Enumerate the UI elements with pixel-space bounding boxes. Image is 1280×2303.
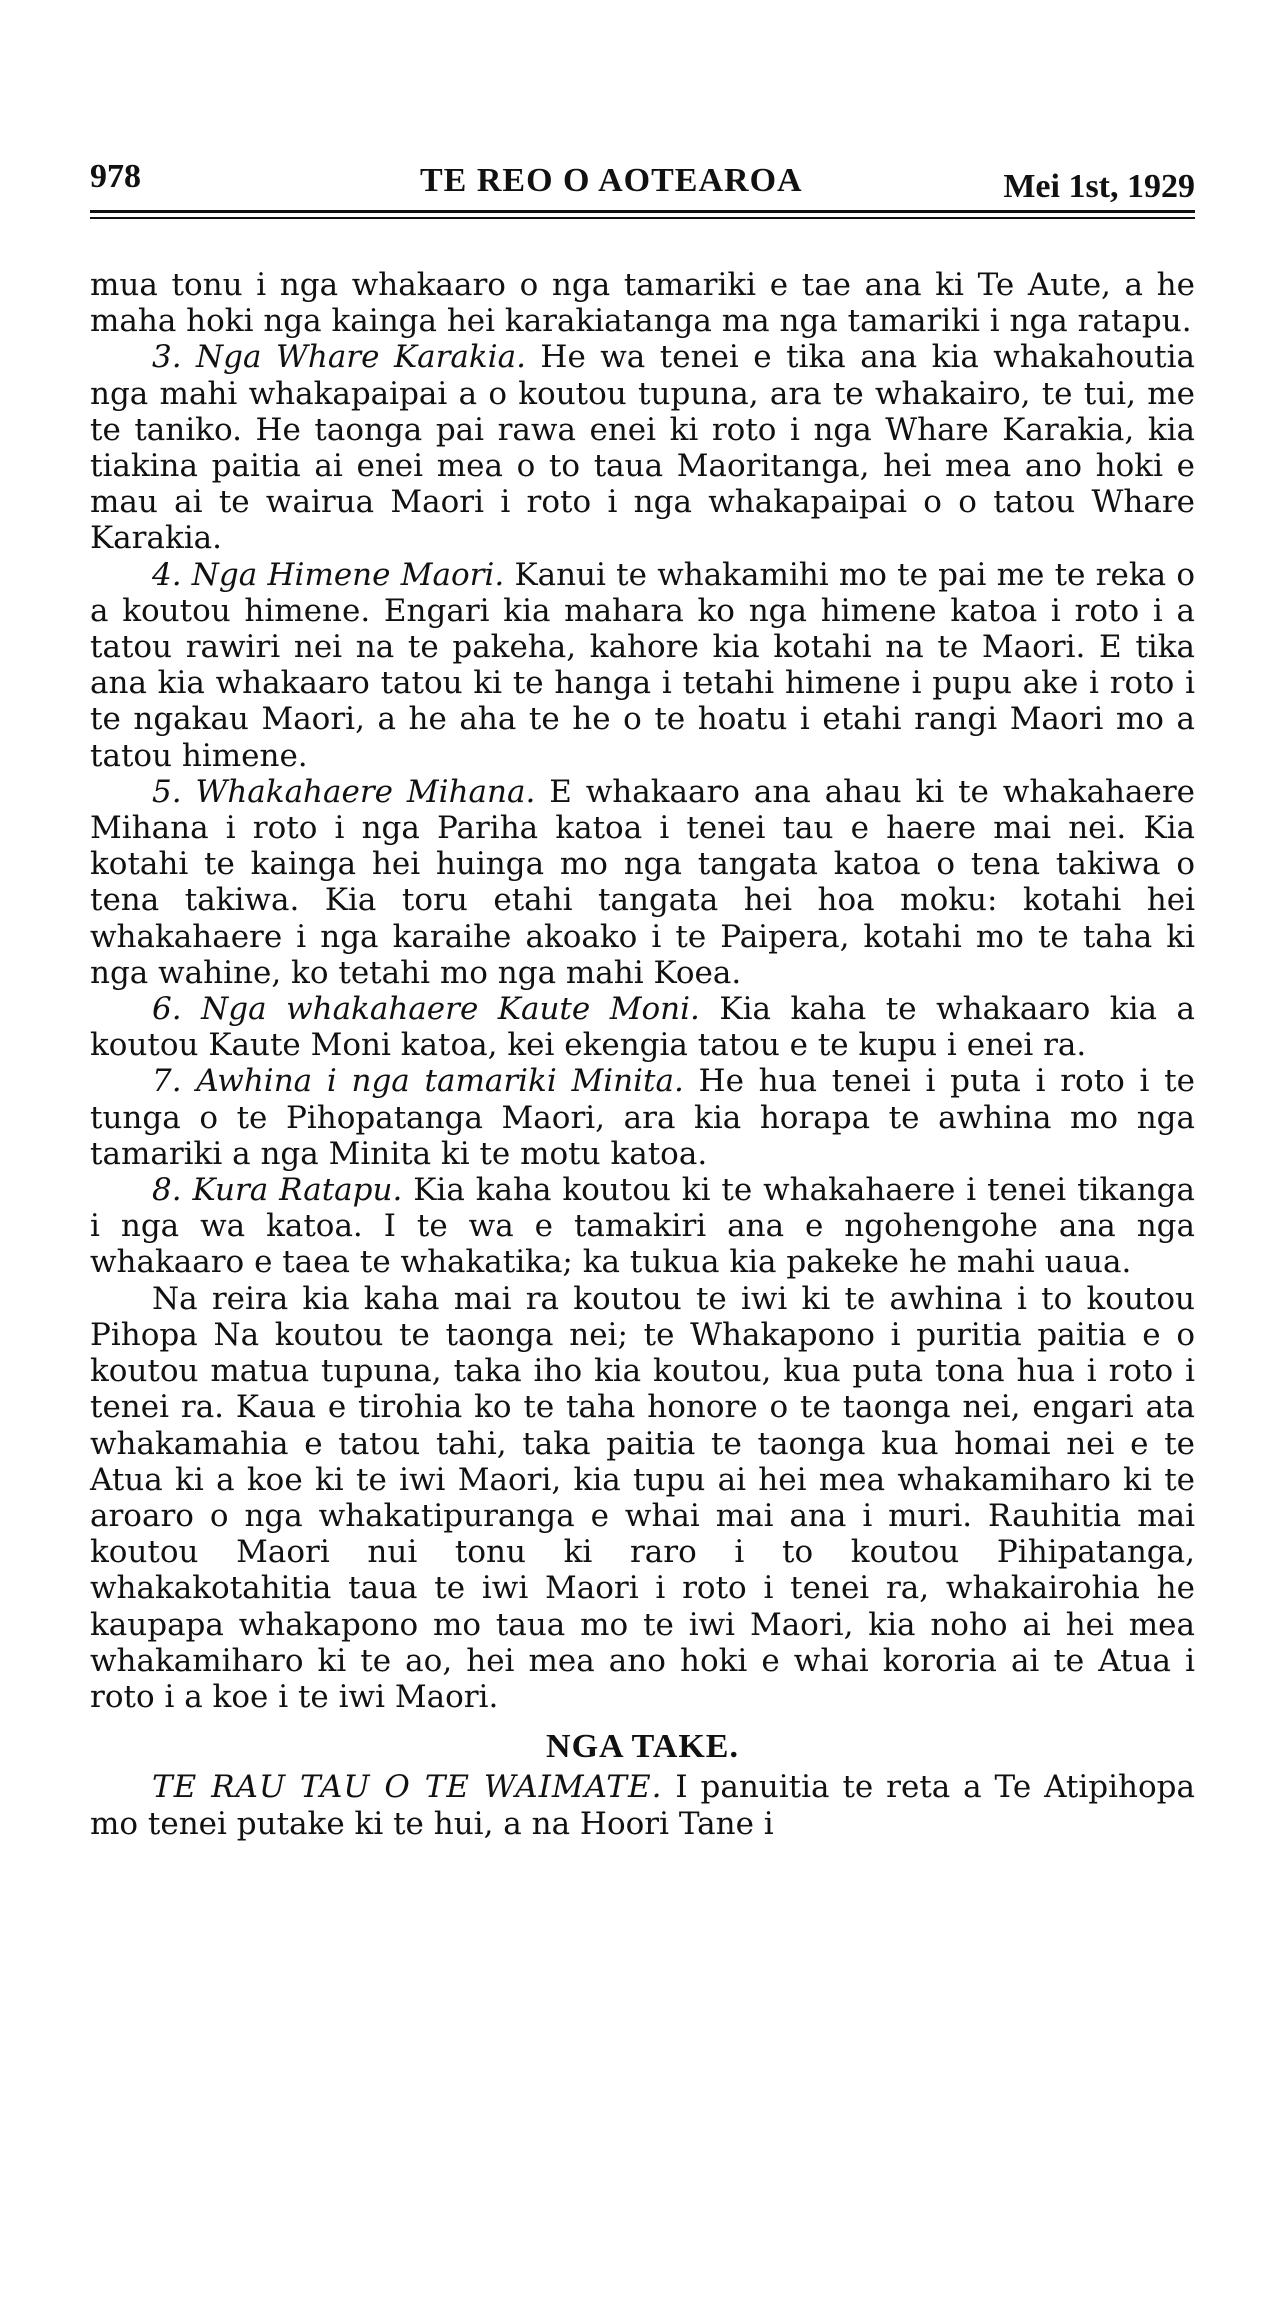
paragraph-lead: 5. Whakahaere Mihana. — [152, 773, 536, 810]
paragraph-rau-tau — [90, 1769, 1195, 1841]
paragraph-text: Kanui te whakamihi mo te pai me te reka o a koutou himene. Engari kia mahara ko nga himene katoa i roto i a tatou rawiri nei na te pakeha, kahore kia kotahi na te Maori. E tika ana kia whakaaro tatou ki te hanga i tetahi himene i pupu ake i roto i te ngakau Maori, a he aha te he o te hoatu i etahi rangi Maori mo a tatou himene. — [90, 556, 1195, 774]
paragraph-lead: 8. Kura Ratapu. — [152, 1172, 403, 1209]
paragraph-text: E whakaaro ana ahau ki te whakahaere Mihana i roto i nga Pariha katoa i tenei tau e haere mai nei. Kia kotahi te kainga hei huinga mo nga tangata katoa o tena takiwa o tena takiwa. Kia toru etahi tangata hei hoa moku: kotahi hei whakahaere i nga karaihe akoako i te Paipera, kotahi mo te taha ki nga wahine, ko tetahi mo nga mahi Koea. — [90, 773, 1196, 991]
paragraph-text: He wa tenei e tika ana kia whakahoutia nga mahi whakapaipai a o koutou tupuna, ara te whakairo, te tui, me te taniko. He taonga pai rawa enei ki roto i nga Whare Karakia, kia tiakina paitia ai enei mea o to taua Maoritanga, hei mea ano hoki e mau ai te wairua Maori i roto i nga whakapaipai o o tatou Whare Karakia. — [90, 339, 1195, 557]
paragraph-continuation — [90, 267, 1195, 339]
paragraph-kaute-moni — [90, 991, 1195, 1063]
page-number: 978 — [90, 158, 141, 195]
header-rule-thin — [90, 217, 1195, 219]
paragraph-lead: TE RAU TAU O TE WAIMATE. — [152, 1769, 663, 1806]
paragraph-lead: 3. Nga Whare Karakia. — [152, 339, 526, 376]
paragraph-text: mua tonu i nga whakaaro o nga tamariki e tae ana ki Te Aute, a he maha hoki nga kainga hei karakiatanga ma nga tamariki i nga ratapu. — [90, 267, 1195, 340]
header-rule-thick — [90, 210, 1195, 213]
paragraph-text: I panuitia te reta a Te Atipihopa mo tenei putake ki te hui, a na Hoori Tane i — [90, 1769, 1195, 1842]
page-header — [90, 150, 1195, 204]
paragraph-lead: 4. Nga Himene Maori. — [152, 556, 505, 593]
paragraph-conclusion — [90, 1281, 1195, 1715]
paragraph-text: Kia kaha te whakaaro kia a koutou Kaute Moni katoa, kei ekengia tatou e te kupu i enei ra. — [90, 991, 1195, 1064]
paragraph-whakahaere-mihana — [90, 774, 1195, 991]
publication-title: TE REO O AOTEAROA — [420, 162, 803, 199]
paragraph-text: Na reira kia kaha mai ra koutou te iwi ki te awhina i to koutou Pihopa Na koutou te taonga nei; te Whakapono i puritia paitia e o koutou matua tupuna, taka iho kia koutou, kua puta tona hua i roto i tenei ra. Kaua e tirohia ko te taha honore o te taonga nei, engari ata whakamahia e tatou tahi, taka paitia te taonga kua homai nei e te Atua ki a koe ki te iwi Maori, kia tupu ai hei mea whakamiharo ki te aroaro o nga whakatipuranga e whai mai ana i muri. Rauhitia mai koutou Maori nui tonu ki raro i to koutou Pihipatanga, whakakotahitia taua te iwi Maori i roto i tenei ra, whakairohia he kaupapa whakapono mo taua mo te iwi Maori, kia noho ai hei mea whakamiharo ki te ao, hei mea ano hoki e whai kororia ai te Atua i roto i a koe i te iwi Maori. — [90, 1280, 1195, 1715]
paragraph-kura-ratapu — [90, 1172, 1195, 1281]
issue-date: Mei 1st, 1929 — [1003, 168, 1195, 205]
paragraph-lead: 7. Awhina i nga tamariki Minita. — [152, 1063, 684, 1100]
section-heading: NGA TAKE. — [546, 1728, 739, 1766]
paragraph-whare-karakia — [90, 339, 1195, 556]
paragraph-himene-maori — [90, 557, 1195, 774]
paragraph-text: Kia kaha koutou ki te whakahaere i tenei tikanga i nga wa katoa. I te wa e tamakiri ana e ngohengohe ana nga whakaaro e taea te whakatika; ka tukua kia pakeke he mahi uaua. — [90, 1172, 1196, 1281]
paragraph-awhina-tamariki — [90, 1063, 1195, 1172]
article-body — [90, 267, 1195, 1842]
paragraph-lead: 6. Nga whakahaere Kaute Moni. — [152, 991, 700, 1028]
paragraph-text: He hua tenei i puta i roto i te tunga o te Pihopatanga Maori, ara kia horapa te awhina mo nga tamariki a nga Minita ki te motu katoa. — [90, 1063, 1195, 1172]
newspaper-page — [90, 150, 1195, 1842]
